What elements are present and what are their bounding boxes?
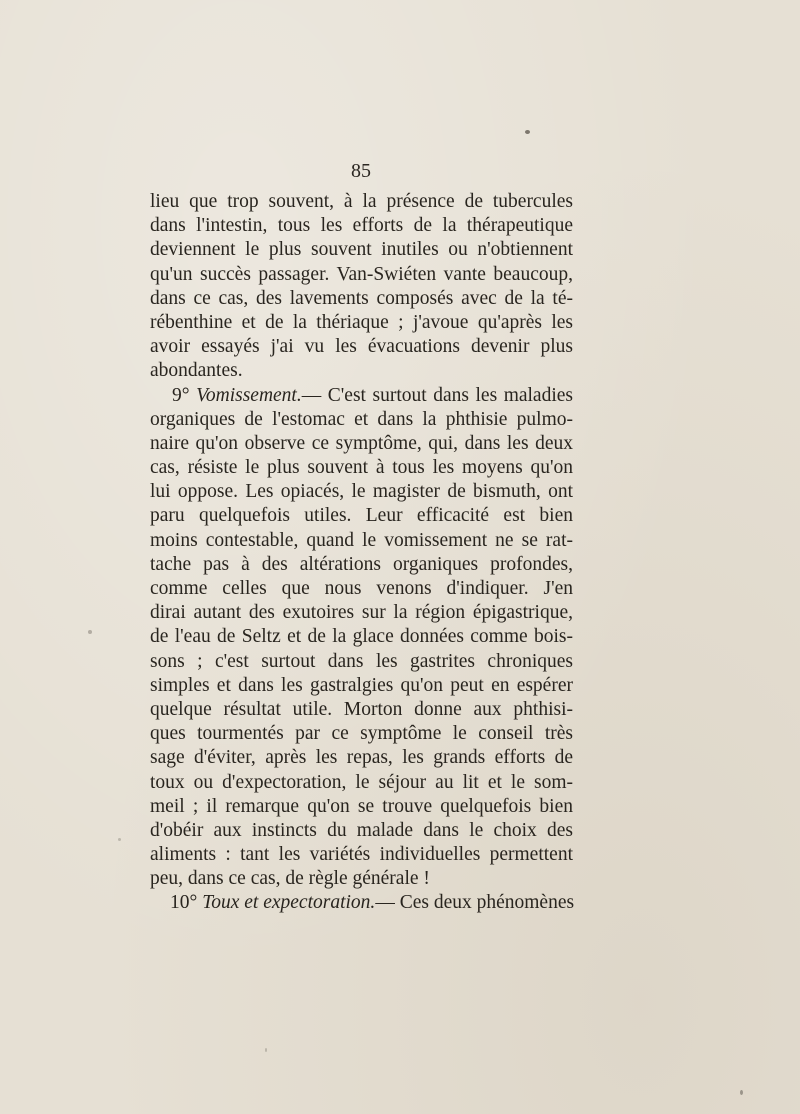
section-heading-line [150, 384, 573, 408]
text-line: aliments : tant les variétés individuelles permettent [150, 844, 573, 866]
text-line: paru quelquefois utiles. Leur efficacité est bien [150, 505, 573, 527]
paper-speck [740, 1090, 743, 1095]
paper-speck [525, 130, 530, 134]
text-line: moins contestable, quand le vomissement ne se rat- [150, 529, 573, 551]
text-line: sage d'éviter, après les repas, les grands efforts de [150, 747, 573, 769]
text-line: avoir essayés j'ai vu les évacuations devenir plus [150, 336, 573, 358]
text-line: toux ou d'expectoration, le séjour au lit et le som- [150, 771, 573, 793]
page-number: 85 [351, 160, 371, 182]
text-line: deviennent le plus souvent inutiles ou n'obtiennent [150, 239, 573, 261]
text-line: meil ; il remarque qu'on se trouve quelquefois bien [150, 795, 573, 817]
text-line: dans l'intestin, tous les efforts de la thérapeutique [150, 215, 573, 237]
text-line: d'obéir aux instincts du malade dans le choix des [150, 819, 573, 841]
paper-speck [88, 630, 92, 634]
section-text: — C'est surtout dans les maladies [301, 384, 574, 406]
text-line: lieu que trop souvent, à la présence de tubercules [150, 191, 573, 212]
section-heading-line [150, 891, 573, 915]
paper-speck [118, 838, 121, 841]
section-number: 9° [172, 384, 190, 406]
text-line: sons ; c'est surtout dans les gastrites chroniques [150, 650, 573, 672]
body-text [150, 190, 573, 916]
paper-speck [265, 1048, 267, 1052]
text-line: peu, dans ce cas, de règle générale ! [150, 868, 430, 890]
text-line: rébenthine et de la thériaque ; j'avoue qu'après les [150, 311, 573, 333]
text-line: lui oppose. Les opiacés, le magister de bismuth, ont [150, 481, 573, 503]
text-line: abondantes. [150, 360, 243, 382]
text-line: cas, résiste le plus souvent à tous les moyens qu'on [150, 457, 573, 479]
text-line: de l'eau de Seltz et de la glace données comme bois- [150, 626, 573, 648]
text-line: dans ce cas, des lavements composés avec de la té- [150, 287, 573, 309]
section-title: Toux et expectoration. [202, 892, 376, 914]
text-line: quelque résultat utile. Morton donne aux phthisi- [150, 698, 573, 720]
section-number: 10° [170, 892, 198, 914]
text-line: dirai autant des exutoires sur la région épigastrique, [150, 602, 573, 624]
text-line: comme celles que nous venons d'indiquer. J'en [150, 578, 573, 599]
section-title: Vomissement. [196, 384, 302, 406]
text-line: qu'un succès passager. Van-Swiéten vante beaucoup, [150, 263, 573, 285]
text-line: naire qu'on observe ce symptôme, qui, dans les deux [150, 432, 573, 454]
text-line: tache pas à des altérations organiques profondes, [150, 553, 573, 575]
text-line: ques tourmentés par ce symptôme le conseil très [150, 723, 573, 745]
section-text: — Ces deux phénomènes [375, 892, 575, 914]
text-line: simples et dans les gastralgies qu'on peut en espérer [150, 674, 573, 696]
text-line: organiques de l'estomac et dans la phthisie pulmo- [150, 408, 573, 430]
